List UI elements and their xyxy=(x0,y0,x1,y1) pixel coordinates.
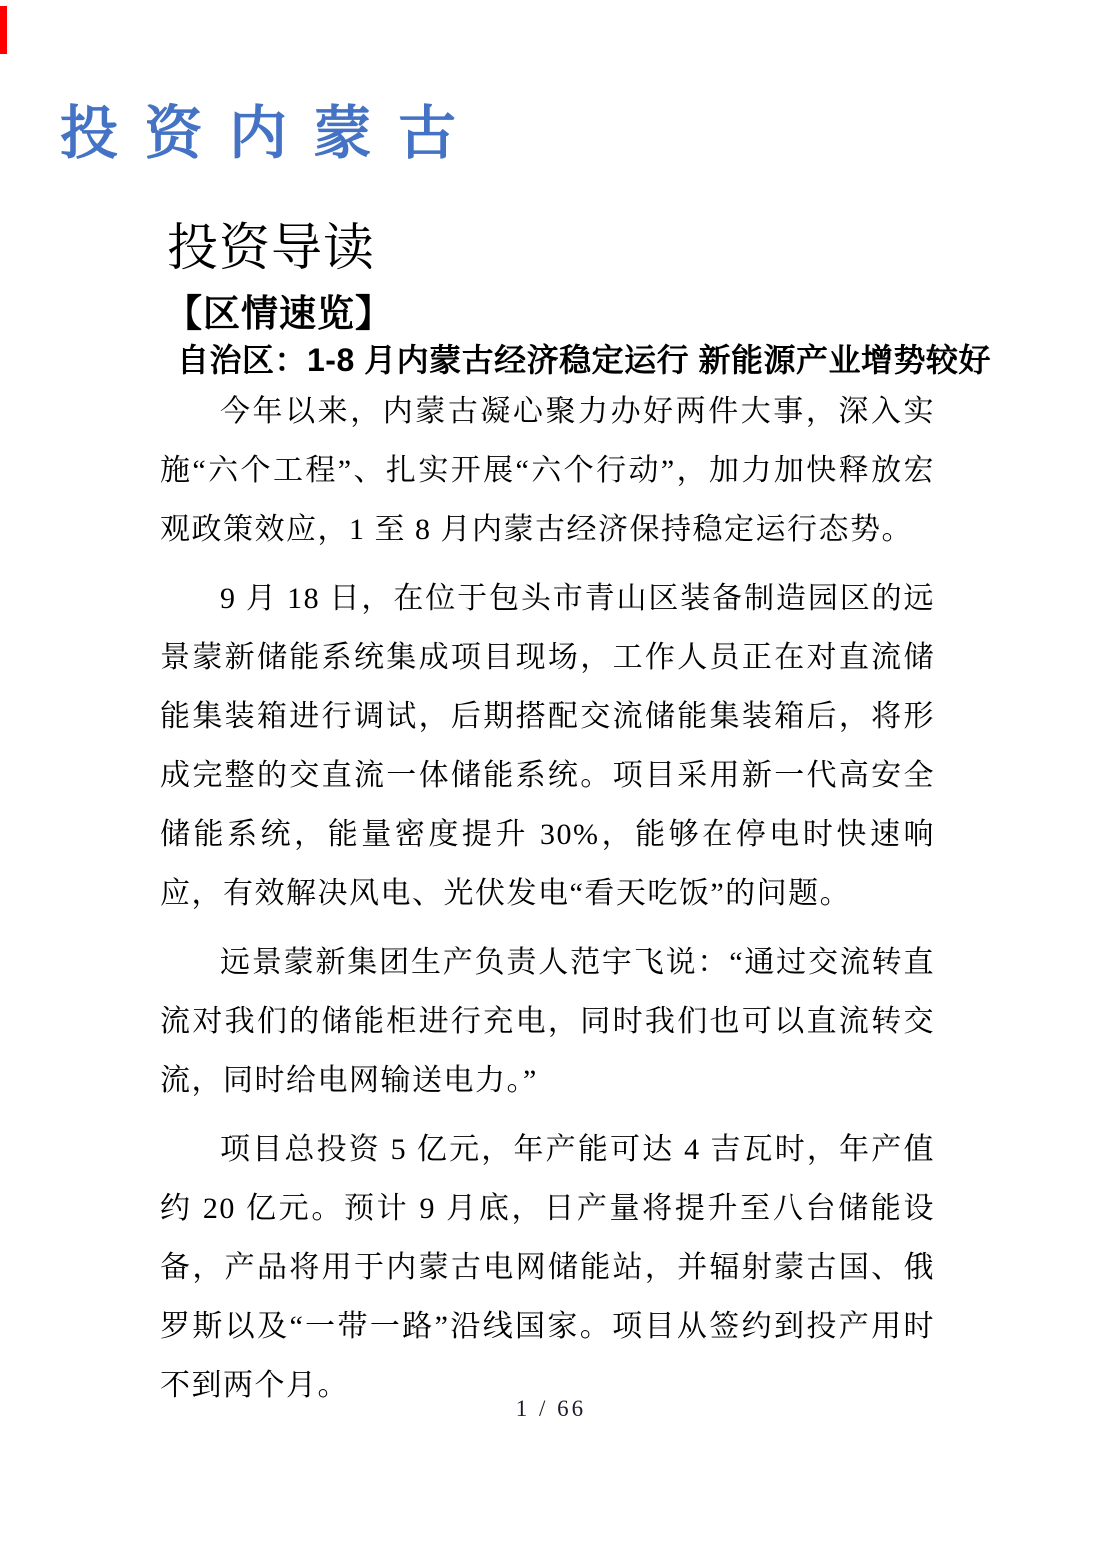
page-footer xyxy=(0,1396,1102,1422)
paragraph: 远景蒙新集团生产负责人范宇飞说：“通过交流转直流对我们的储能柜进行充电，同时我们也可以直流转交流，同时给电网输送电力。” xyxy=(160,946,935,1097)
page-number-indicator: 1 / 66 xyxy=(515,1396,587,1421)
document-banner-title: 投 资 内 蒙 古 xyxy=(60,101,463,166)
section-title: 投资导读 xyxy=(167,219,376,276)
red-corner-marker xyxy=(0,6,7,54)
paragraph: 9 月 18 日，在位于包头市青山区装备制造园区的远景蒙新储能系统集成项目现场，工作人员正在对直流储能集装箱进行调试，后期搭配交流储能集装箱后，将形成完整的交直流一体储能系统。项目采用新一代高安全储能系统，能量密度提升 30%，能够在停电时快速响应，有效解决风电、光伏发电“看天吃饭”的问题。 xyxy=(160,582,935,910)
article-body xyxy=(160,382,935,1425)
article-headline: 自治区：1-8 月内蒙古经济稳定运行 新能源产业增势较好 xyxy=(177,342,992,378)
paragraph: 项目总投资 5 亿元，年产能可达 4 吉瓦时，年产值约 20 亿元。预计 9 月底，日产量将提升至八台储能设备，产品将用于内蒙古电网储能站，并辐射蒙古国、俄罗斯以及“一带一路”沿线国家。项目从签约到投产用时不到两个月。 xyxy=(160,1133,935,1402)
paragraph: 今年以来，内蒙古凝心聚力办好两件大事，深入实施“六个工程”、扎实开展“六个行动”，加力加快释放宏观政策效应，1 至 8 月内蒙古经济保持稳定运行态势。 xyxy=(160,395,935,546)
bracket-heading: 【区情速览】 xyxy=(165,294,393,335)
